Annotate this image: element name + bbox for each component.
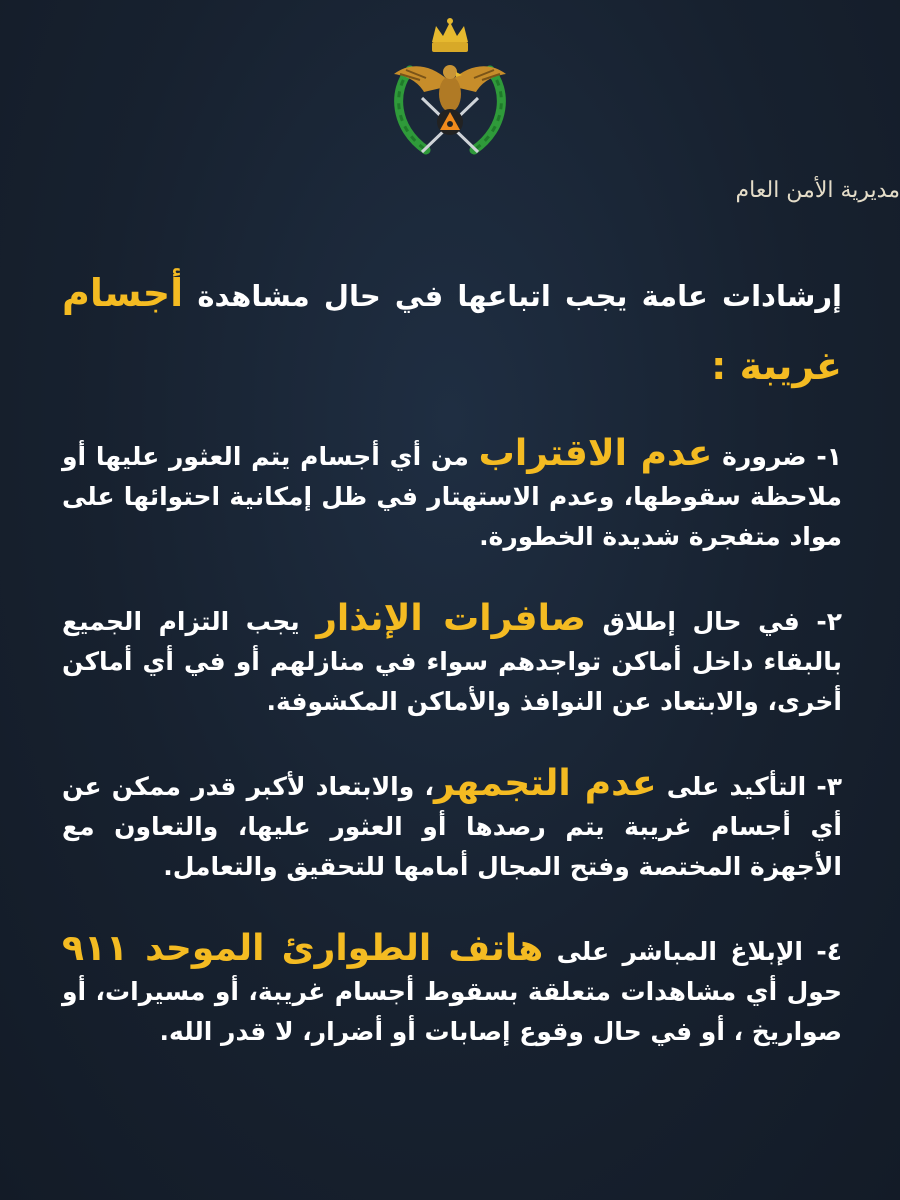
guideline-2-prefix: ٢- في حال إطلاق [585,607,842,636]
guideline-2-text: يجب التزام الجميع بالبقاء داخل أماكن تواجدهم سواء في منازلهم أو في أي أماكن أخرى، والابتعاد عن النوافذ والأماكن المكشوفة. [62,607,842,716]
guideline-2-highlight: صافرات الإنذار [316,598,586,639]
safety-guidelines [62,258,842,1094]
emblem-caption: مديرية الأمن العام [735,178,900,203]
guideline-item-3 [62,764,842,887]
guideline-item-2 [62,599,842,722]
guideline-item-4 [62,929,842,1052]
guideline-item-1 [62,434,842,557]
headline-text: إرشادات عامة يجب اتباعها في حال مشاهدة [183,279,842,313]
eagle-crest-icon [370,10,530,170]
guideline-1-prefix: ١- ضرورة [712,442,842,471]
guideline-1-text: من أي أجسام يتم العثور عليها أو ملاحظة سقوطها، وعدم الاستهتار في ظل إمكانية احتوائها على مواد متفجرة شديدة الخطورة. [62,442,842,551]
guideline-3-prefix: ٣- التأكيد على [656,772,843,801]
headline-highlight: أجسام غريبة : [62,271,842,388]
guideline-4-highlight: هاتف الطوارئ الموحد ٩١١ [62,928,544,969]
headline [62,258,842,404]
guideline-3-text: ، والابتعاد لأكبر قدر ممكن عن أي أجسام غريبة يتم رصدها أو العثور عليها، والتعاون مع الأجهزة المختصة وفتح المجال أمامها للتحقيق والتعامل. [62,772,842,881]
guideline-4-prefix: ٤- الإبلاغ المباشر على [543,937,843,966]
public-security-emblem [370,10,900,210]
guideline-4-text: حول أي مشاهدات متعلقة بسقوط أجسام غريبة، أو مسيرات، أو صواريخ ، أو في حال وقوع إصابات أو أضرار، لا قدر الله. [62,977,842,1046]
guideline-3-highlight: عدم التجمهر [433,763,657,804]
guideline-1-highlight: عدم الاقتراب [478,433,713,474]
